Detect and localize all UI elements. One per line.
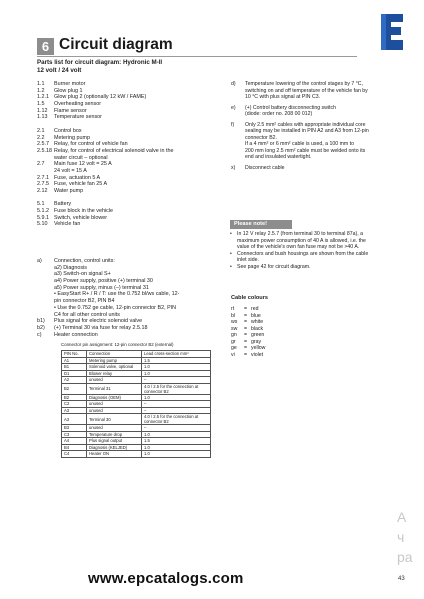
item-code: 1.13: [37, 114, 48, 121]
equals-sign: =: [244, 319, 248, 325]
item-line: end and insulated watertight.: [245, 154, 312, 160]
item-label: • EasyStart R+ / R / T: use the 0.752 bl/ws cable, 12-: [54, 291, 180, 298]
table-cell: 1.0: [142, 451, 211, 458]
cable-colours-title: Cable colours: [231, 295, 268, 301]
item-label: Battery: [54, 201, 72, 208]
table-cell: Solenoid valve, optional: [87, 364, 142, 371]
item-code: 1.12: [37, 107, 48, 114]
colour-abbr: gr: [231, 338, 236, 345]
item-label: Metering pump: [54, 134, 90, 141]
colour-abbr: ge: [231, 345, 237, 351]
item-code: 2.7.5: [37, 181, 49, 188]
note-box: [230, 231, 410, 270]
equals-sign: =: [244, 312, 248, 319]
component-item: [37, 148, 217, 155]
colour-name: gray: [251, 338, 262, 345]
table-cell: C2: [62, 401, 87, 408]
table-cell: 1.0: [142, 431, 211, 438]
component-item: [37, 81, 217, 88]
note-bullet: • See page 42 for circuit diagram.: [230, 264, 410, 271]
table-cell: unused: [87, 425, 142, 432]
colour-abbr: sw: [231, 325, 238, 332]
item-code: 2.2: [37, 134, 45, 141]
component-item: [37, 161, 217, 168]
item-code: b2): [37, 324, 45, 331]
equals-sign: =: [244, 306, 248, 312]
table-cell: –: [142, 401, 211, 408]
component-item: [37, 168, 217, 175]
table-cell: Heater ON: [87, 451, 142, 458]
component-item: [37, 155, 217, 162]
item-line: If a 4 mm² or 6 mm² cable is used, a 100 mm to: [245, 141, 354, 147]
item-line: 10 °C with plus signal at PIN C3.: [245, 94, 321, 100]
note-bullet: maximum power consumption of 40 A is allowed, i.e. the: [237, 237, 366, 244]
item-label: Relay, for control of vehicle fan: [54, 141, 128, 148]
connection-item: [37, 291, 227, 298]
table-cell: B1: [62, 364, 87, 371]
note-item: [231, 154, 411, 161]
table-cell: 4.0 / 2.5 for the connection at connector B2: [142, 414, 211, 425]
colour-name: violet: [251, 351, 264, 358]
item-line: Disconnect cable: [245, 164, 285, 171]
item-code: 1.2: [37, 87, 45, 94]
component-item: [37, 215, 217, 222]
item-code: 1.1: [37, 81, 45, 87]
table-header: Connection: [87, 351, 142, 358]
component-item: [37, 141, 217, 148]
table-cell: B4: [62, 444, 87, 451]
colour-name: red: [251, 306, 259, 312]
item-line: Only 2.5 mm² cables with appropriate individual core: [245, 121, 366, 128]
item-label: Plus signal for electric solenoid valve: [54, 318, 143, 325]
table-cell: –: [142, 407, 211, 414]
item-line: switching on and off temperature of the vehicle fan by: [245, 87, 368, 94]
item-label: C4 for all other control units: [54, 311, 120, 318]
colour-abbr: rt: [231, 306, 235, 312]
item-label: a2) Diagnosis: [54, 264, 87, 271]
item-label: a4) Power supply, positive (+) terminal 30: [54, 278, 153, 285]
item-code: c): [37, 331, 42, 338]
item-label: Relay, for control of electrical solenoid valve in the: [54, 147, 174, 154]
table-cell: unused: [87, 401, 142, 408]
connection-item: [37, 258, 227, 265]
item-label: Temperature sensor: [54, 114, 102, 121]
table-cell: –: [142, 425, 211, 432]
table-cell: C3: [62, 431, 87, 438]
item-label: Fuse, vehicle fan 25 A: [54, 181, 108, 188]
note-bullet: inlet side.: [237, 257, 259, 263]
table-cell: 1.5: [142, 357, 211, 364]
table-cell: C4: [62, 451, 87, 458]
item-label: Heater connection: [54, 331, 98, 338]
item-label: • Use the 0.752 ge cable, 12-pin connector B2, PIN: [54, 304, 177, 311]
notes-list: [231, 81, 411, 171]
connection-list: [37, 258, 227, 338]
footer-url[interactable]: www.epcatalogs.com: [88, 570, 244, 587]
table-cell: unused: [87, 377, 142, 384]
section-header: [37, 38, 357, 55]
item-code: 2.5.18: [37, 147, 52, 154]
table-header: Lead cross-section mm²: [142, 351, 211, 358]
component-item: [37, 188, 217, 195]
item-label: Burner motor: [54, 81, 86, 87]
component-item: [37, 94, 217, 101]
item-line: connector B2.: [245, 134, 278, 141]
item-code: f): [231, 121, 235, 128]
table-cell: –: [142, 377, 211, 384]
page-title: Circuit diagram: [59, 36, 173, 53]
item-code: 2.1: [37, 127, 45, 134]
subtitle-voltage: 12 volt / 24 volt: [37, 67, 82, 74]
table-cell: 1.0: [142, 364, 211, 371]
watermark-line: A: [397, 509, 407, 525]
item-code: 2.5.7: [37, 141, 49, 148]
colour-name: green: [251, 332, 265, 338]
item-label: Fuse block in the vehicle: [54, 208, 114, 215]
item-line: (diode: order no. 208 00 012): [245, 111, 313, 117]
item-label: Switch, vehicle blower: [54, 214, 108, 221]
colour-abbr: bl: [231, 312, 236, 319]
table-cell: Terminal 31: [87, 383, 142, 394]
table-cell: Terminal 30: [87, 414, 142, 425]
item-label: Vehicle fan: [54, 221, 81, 228]
header-divider: [37, 56, 357, 57]
item-label: a5) Power supply, minus (–) terminal 31: [54, 284, 149, 291]
table-cell: Metering pump: [87, 357, 142, 364]
eberspaecher-logo-icon: [377, 12, 407, 52]
item-line: 200 mm long 2.5 mm² cable must be welded onto its: [245, 147, 366, 154]
note-item: [231, 94, 411, 101]
colour-name: blue: [251, 312, 261, 319]
connection-item: [37, 312, 227, 319]
equals-sign: =: [244, 345, 248, 351]
component-item: [37, 181, 217, 188]
colour-abbr: gn: [231, 332, 237, 338]
item-label: Glow plug 2 (optionally 12 kW / FAME): [54, 94, 147, 101]
item-label: Connection, control units:: [54, 258, 115, 264]
item-line: Temperature lowering of the control stages by 7 °C,: [245, 81, 363, 87]
table-cell: A3: [62, 407, 87, 414]
pin-assignment-table: [61, 350, 211, 458]
table-row: [62, 383, 211, 394]
colour-name: black: [251, 325, 264, 332]
table-cell: Diagnosis (OEM): [87, 394, 142, 401]
table-cell: B2: [62, 383, 87, 394]
watermark-line: ч: [397, 529, 405, 545]
item-code: 5.10: [37, 221, 48, 228]
connection-item: [37, 332, 227, 339]
note-bullet: • In 12 V relay 2.5.7 (from terminal 30 to terminal 87a), a: [230, 231, 410, 238]
item-label: Glow plug 1: [54, 87, 83, 94]
section-number: 6: [37, 38, 54, 55]
item-code: x): [231, 164, 236, 171]
table-cell: B2: [62, 394, 87, 401]
table-cell: A1: [62, 357, 87, 364]
item-code: 5.1: [37, 201, 45, 208]
table-cell: A2: [62, 377, 87, 384]
connection-item: [37, 265, 227, 272]
table-cell: 1.0: [142, 394, 211, 401]
colour-name: white: [251, 319, 264, 325]
item-line: sealing may be installed in PIN A2 and A3 from 12-pin: [245, 128, 369, 134]
component-item: [37, 195, 217, 202]
component-item: [37, 114, 217, 121]
item-code: e): [231, 104, 236, 111]
item-code: 5.1.2: [37, 208, 49, 215]
item-label: Water pump: [54, 188, 84, 194]
table-row: [62, 414, 211, 425]
table-cell: 1.0: [142, 444, 211, 451]
equals-sign: =: [244, 332, 248, 338]
item-line: (+) Control battery disconnecting switch: [245, 104, 336, 111]
item-code: 1.2.1: [37, 94, 49, 101]
table-cell: Blower relay: [87, 370, 142, 377]
item-label: Main fuse 12 volt = 25 A: [54, 161, 112, 168]
component-item: [37, 221, 217, 228]
watermark-line: ра: [397, 549, 413, 565]
component-item: [37, 101, 217, 108]
item-label: a3) Switch-on signal S+: [54, 271, 111, 278]
table-cell: Plus signal output: [87, 438, 142, 445]
connection-item: [37, 318, 227, 325]
note-bullet: • Connectors and bush housings are shown from the cable: [230, 251, 410, 258]
parts-list-subtitle: [37, 59, 162, 75]
note-bullet: value of the vehicle's own fan fuse may not be >40 A.: [237, 244, 360, 250]
item-label: 24 volt = 15 A: [54, 167, 87, 174]
connection-item: [37, 298, 227, 305]
item-label: water circuit – optional: [54, 154, 108, 161]
table-cell: unused: [87, 407, 142, 414]
item-label: Fuse, actuation 5 A: [54, 174, 101, 181]
table-cell: A3: [62, 414, 87, 425]
connection-item: [37, 305, 227, 312]
item-code: 2.7.1: [37, 174, 49, 181]
item-code: 5.9.1: [37, 214, 49, 221]
item-label: Overheating sensor: [54, 101, 102, 108]
watermark: [397, 507, 413, 567]
page-number: 43: [398, 576, 405, 582]
item-code: d): [231, 81, 236, 87]
item-label: pin connector B2, PIN B4: [54, 298, 115, 305]
note-item: [231, 165, 411, 172]
item-code: 2.12: [37, 188, 48, 194]
component-item: [37, 108, 217, 115]
pin-table-caption: Connector pin assignment: 12-pin connector B2 (external): [61, 342, 174, 347]
component-item: [37, 135, 217, 142]
table-cell: 4.0 / 2.5 for the connection at connector B2: [142, 383, 211, 394]
table-cell: 1.0: [142, 370, 211, 377]
component-item: [37, 121, 217, 128]
component-item: [37, 208, 217, 215]
item-label: (+) Terminal 30 via fuse for relay 2.5.18: [54, 324, 148, 331]
component-item: [37, 201, 217, 208]
connection-item: [37, 325, 227, 332]
component-item: [37, 88, 217, 95]
table-row: [62, 451, 211, 458]
subtitle-line: Parts list for circuit diagram: Hydronic M-II: [37, 59, 163, 66]
note-title: Please note!: [230, 220, 292, 229]
equals-sign: =: [244, 325, 248, 332]
table-cell: Temperature drop: [87, 431, 142, 438]
table-cell: D1: [62, 370, 87, 377]
item-code: 1.5: [37, 101, 45, 108]
colour-name: yellow: [251, 345, 266, 351]
component-list: [37, 81, 217, 228]
item-label: Control box: [54, 127, 82, 134]
connection-item: [37, 271, 227, 278]
table-cell: 1.5: [142, 438, 211, 445]
component-item: [37, 175, 217, 182]
connection-item: [37, 285, 227, 292]
connection-item: [37, 278, 227, 285]
table-cell: B3: [62, 425, 87, 432]
table-cell: A4: [62, 438, 87, 445]
item-code: a): [37, 258, 42, 264]
equals-sign: =: [244, 351, 248, 358]
equals-sign: =: [244, 338, 248, 345]
item-label: Flame sensor: [54, 107, 87, 114]
colour-abbr: ws: [231, 319, 238, 325]
item-code: b1): [37, 318, 45, 325]
note-item: [231, 111, 411, 118]
table-header: PIN No.: [62, 351, 87, 358]
table-cell: Diagnosis (KELJED): [87, 444, 142, 451]
colour-abbr: vi: [231, 351, 235, 358]
item-code: 2.7: [37, 161, 45, 168]
component-item: [37, 128, 217, 135]
